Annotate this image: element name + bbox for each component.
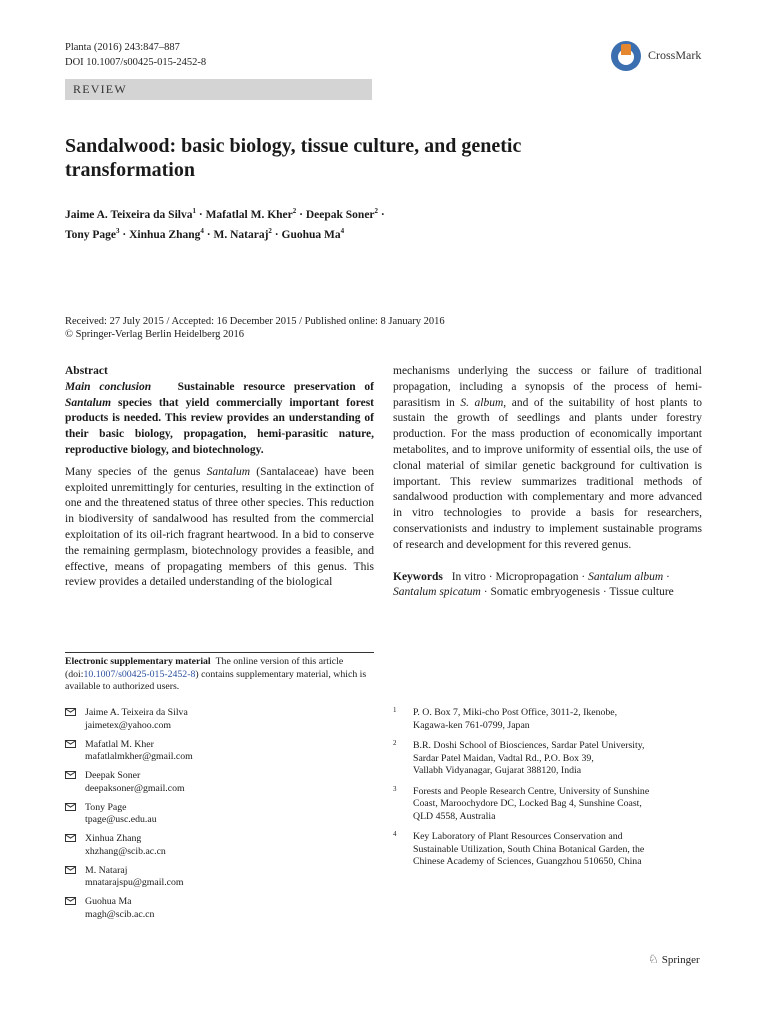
crossmark-icon xyxy=(611,41,641,71)
email-link[interactable]: mnatarajspu@gmail.com xyxy=(85,877,184,888)
author-name: Mafatlal M. Kher xyxy=(205,208,293,221)
keywords-label: Keywords xyxy=(393,570,443,583)
email-link[interactable]: tpage@usc.edu.au xyxy=(85,814,157,825)
section-banner xyxy=(65,79,372,100)
email-link[interactable]: mafatlalmkher@gmail.com xyxy=(85,751,193,762)
publication-dates xyxy=(65,315,625,341)
doi-link[interactable]: 10.1007/s00425-015-2452-8 xyxy=(83,668,196,680)
section-label: REVIEW xyxy=(73,82,127,96)
affiliation-list xyxy=(393,707,713,877)
contact-entry: Jaime A. Teixeira da Silva jaimetex@yahoo.com xyxy=(65,707,374,739)
email-link[interactable]: jaimetex@yahoo.com xyxy=(85,719,172,731)
envelope-icon xyxy=(65,708,76,716)
envelope-icon xyxy=(65,834,76,842)
article-title: Sandalwood: basic biology, tissue culture, and genetic transformation xyxy=(65,135,522,181)
affiliation-entry: 1 P. O. Box 7, Miki-cho Post Office, 3011-2, Ikenobe, Kagawa-ken 761-0799, Japan xyxy=(393,706,618,731)
email-link[interactable]: deepaksoner@gmail.com xyxy=(85,782,185,794)
abstract-body: Many species of the genus Santalum (Santalaceae) have been exploited unremittingly for centuries, resulting in the extinction of one and the threatened status of three other species. This reduction in biodiversity of sandalwood has resulted from the commercial exploitation of its oil-rich fragrant heartwood. In a bid to conserve the remaining germplasm, biotechnology provides a feasible, and effective, means of propagating members of this genus. This review provides a detailed understanding of the biological xyxy=(65,465,375,589)
journal-citation: Planta (2016) 243:847–887 xyxy=(65,42,180,53)
envelope-icon xyxy=(65,866,76,874)
author-name: Tony Page xyxy=(65,228,117,241)
contact-entry: Tony Page tpage@usc.edu.au xyxy=(65,802,374,834)
abstract-heading: Abstract xyxy=(65,365,108,377)
email-link[interactable]: xhzhang@scib.ac.cn xyxy=(85,845,166,857)
envelope-icon xyxy=(65,771,76,779)
contact-list xyxy=(65,707,374,928)
keywords: Keywords In vitro · Micropropagation · Santalum album · Santalum spicatum · Somatic embryogenesis · Tissue culture xyxy=(393,570,674,599)
contact-entry: Xinhua Zhang xhzhang@scib.ac.cn xyxy=(65,833,374,865)
affiliation-entry: 3 Forests and People Research Centre, University of Sunshine Coast, Maroochydore DC, Locked Bag 4, Sunshine Coast, QLD 4558, Australia xyxy=(393,784,650,822)
author-name: Xinhua Zhang xyxy=(129,228,201,241)
copyright-line: © Springer-Verlag Berlin Heidelberg 2016 xyxy=(65,329,245,340)
contact-entry: Deepak Soner deepaksoner@gmail.com xyxy=(65,770,374,802)
abstract-right-column xyxy=(393,364,702,601)
abstract-continuation: mechanisms underlying the success or failure of traditional propagation, including a synopsis of the process of hemi-parasitism in S. album, and of the suitability of host plants to sustain the growth of seedlings and plants under forestry production. For the mass production of economically important metabolites, and to improve uniformity of essential oils, the use of clonal material of similar genetic background for cultivation is important. This review summarizes traditional methods of sandalwood production with complementary and more advanced in vitro technologies to provide a basis for researchers, conservationists and industry to implement sustainable programs of research and development for this revered genus. xyxy=(393,365,703,551)
abstract-left-column xyxy=(65,364,374,591)
contact-entry: M. Nataraj mnatarajspu@gmail.com xyxy=(65,865,374,897)
publisher-logo: ♘ Springer xyxy=(648,952,700,966)
contact-entry: Mafatlal M. Kher mafatlalmkher@gmail.com xyxy=(65,739,374,771)
crossmark-label: CrossMark xyxy=(648,48,702,62)
supplementary-note: Electronic supplementary material The online version of this article (doi:10.1007/s00425-015-2452-8) contains supplementary material, which is available to authorized users. xyxy=(65,656,367,692)
envelope-icon xyxy=(65,897,76,905)
history-line: Received: 27 July 2015 / Accepted: 16 December 2015 / Published online: 8 January 2016 xyxy=(65,316,445,327)
doi-line: DOI 10.1007/s00425-015-2452-8 xyxy=(65,57,207,68)
author-name: Jaime A. Teixeira da Silva xyxy=(65,208,193,221)
author-name: Deepak Soner xyxy=(305,208,375,221)
email-link[interactable]: magh@scib.ac.cn xyxy=(85,908,155,920)
author-list: Jaime A. Teixeira da Silva$^1$ · Mafatlal M. Kher$^2$ · Deepak Soner$^2$ · Tony Page$^3$ · Xinhua Zhang$^4$ · M. Nataraj$^2$ · Guohua Ma$^4$ xyxy=(65,207,385,241)
author-name: M. Nataraj xyxy=(213,228,269,241)
envelope-icon xyxy=(65,740,76,748)
contact-entry: Guohua Ma magh@scib.ac.cn xyxy=(65,896,374,928)
envelope-icon xyxy=(65,803,76,811)
springer-horse-icon: ♘ xyxy=(648,952,659,966)
main-conclusion: Main conclusion Sustainable resource preservation of Santalum species that yield commercially important forest products is needed. This review provides an understanding of their basic biology, propagation, hemi-parasitic nature, reproductive biology, and biotechnology. xyxy=(65,380,375,456)
footnote-divider xyxy=(65,652,374,653)
affiliation-entry: 2 B.R. Doshi School of Biosciences, Sardar Patel University, Sardar Patel Maidan, Vadtal Rd., P.O. Box 39, Vallabh Vidyanagar, Gujarat 388120, India xyxy=(393,739,645,776)
author-name: Guohua Ma xyxy=(281,228,341,241)
affiliation-entry: 4 Key Laboratory of Plant Resources Conservation and Sustainable Utilization, South China Botanical Garden, the Chinese Academy of Sciences, Guangzhou 510650, China xyxy=(393,830,645,867)
crossmark-badge[interactable] xyxy=(611,40,721,74)
